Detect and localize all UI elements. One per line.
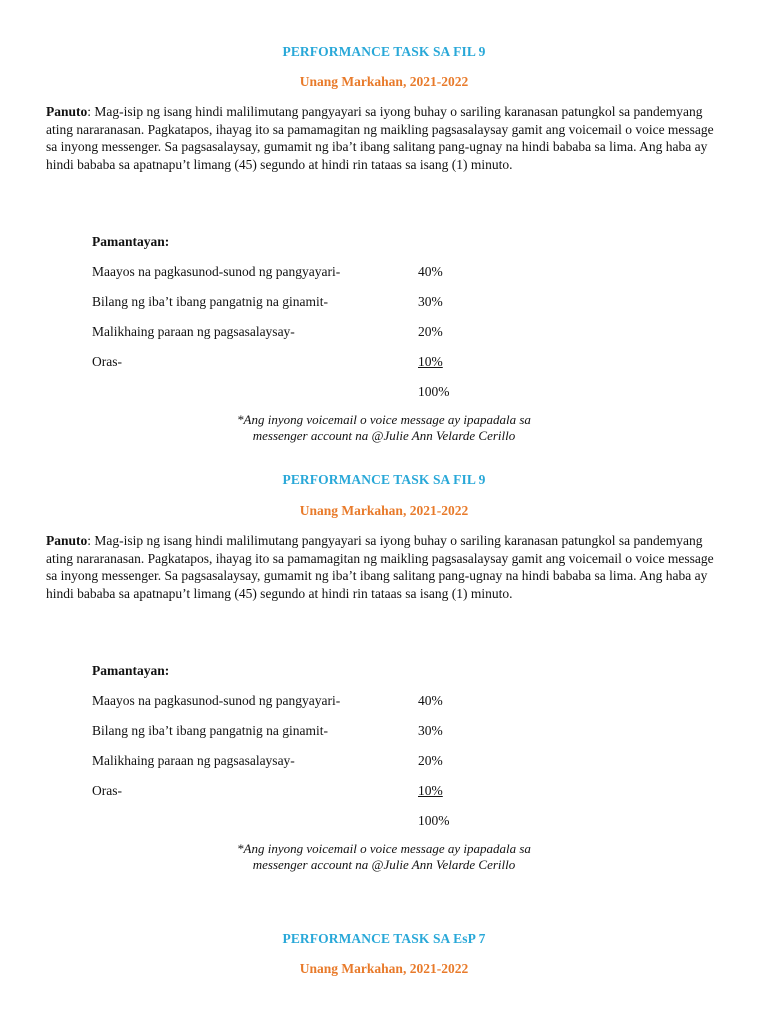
criteria-value: 20% [418, 324, 443, 339]
criteria-row [92, 723, 472, 741]
section-1-instructions [46, 103, 716, 173]
criteria-label: Malikhaing paraan ng pagsasalaysay- [92, 753, 295, 768]
criteria-value: 10% [418, 354, 443, 369]
criteria-label: Oras- [92, 354, 122, 369]
criteria-row [92, 693, 472, 711]
section-1-subtitle: Unang Markahan, 2021-2022 [299, 74, 469, 89]
criteria-value: 10% [418, 783, 443, 798]
section-3-subtitle: Unang Markahan, 2021-2022 [299, 961, 469, 976]
section-3-title: PERFORMANCE TASK SA EsP 7 [282, 931, 486, 946]
criteria-label: Maayos na pagkasunod-sunod ng pangyayari- [92, 693, 341, 708]
criteria-label: Bilang ng iba’t ibang pangatnig na ginamit- [92, 294, 328, 309]
instructions-label: Panuto [46, 533, 88, 548]
section-1-title: PERFORMANCE TASK SA FIL 9 [282, 44, 486, 59]
criteria-row [92, 324, 472, 342]
criteria-label: Maayos na pagkasunod-sunod ng pangyayari- [92, 264, 341, 279]
criteria-value: 20% [418, 753, 443, 768]
criteria-value: 40% [418, 693, 443, 708]
instructions-text: : Mag-isip ng isang hindi malilimutang pangyayari sa iyong buhay o sariling karanasan patungkol sa pandemyang ating nararanasan. Pagkatapos, ihayag ito sa pamamagitan ng maikling pagsasalaysay gamit ang voicemail o voice message sa inyong messenger. Sa pagsasalaysay, gumamit ng iba’t ibang salitang pang-ugnay na hindi bababa sa lima. Ang haba ay hindi bababa sa apatnapu’t limang (45) segundo at hindi rin tataas sa isang (1) minuto. [46, 104, 714, 172]
section-2-subtitle: Unang Markahan, 2021-2022 [299, 503, 469, 518]
criteria-total: 100% [418, 813, 450, 828]
criteria-row [92, 753, 472, 771]
criteria-label: Malikhaing paraan ng pagsasalaysay- [92, 324, 295, 339]
criteria-total-row [92, 384, 472, 402]
criteria-label: Oras- [92, 783, 122, 798]
note-line-1: *Ang inyong voicemail o voice message ay ipapadala sa [237, 841, 531, 856]
note-line-1: *Ang inyong voicemail o voice message ay ipapadala sa [237, 412, 531, 427]
criteria-row [92, 264, 472, 282]
section-2-title: PERFORMANCE TASK SA FIL 9 [282, 472, 486, 487]
criteria-row [92, 354, 472, 372]
criteria-total: 100% [418, 384, 450, 399]
section-1-criteria-heading: Pamantayan: [92, 234, 170, 249]
section-2-instructions [46, 532, 716, 602]
criteria-label: Bilang ng iba’t ibang pangatnig na ginamit- [92, 723, 328, 738]
criteria-total-row [92, 813, 472, 831]
section-2-criteria-heading: Pamantayan: [92, 663, 170, 678]
criteria-value: 30% [418, 723, 443, 738]
section-2-note [184, 841, 584, 873]
note-line-2: messenger account na @Julie Ann Velarde Cerillo [252, 857, 516, 872]
note-line-2: messenger account na @Julie Ann Velarde Cerillo [252, 428, 516, 443]
criteria-value: 30% [418, 294, 443, 309]
instructions-label: Panuto [46, 104, 88, 119]
criteria-value: 40% [418, 264, 443, 279]
criteria-row [92, 783, 472, 801]
section-1-note [184, 412, 584, 444]
instructions-text: : Mag-isip ng isang hindi malilimutang pangyayari sa iyong buhay o sariling karanasan patungkol sa pandemyang ating nararanasan. Pagkatapos, ihayag ito sa pamamagitan ng maikling pagsasalaysay gamit ang voicemail o voice message sa inyong messenger. Sa pagsasalaysay, gumamit ng iba’t ibang salitang pang-ugnay na hindi bababa sa lima. Ang haba ay hindi bababa sa apatnapu’t limang (45) segundo at hindi rin tataas sa isang (1) minuto. [46, 533, 714, 601]
criteria-row [92, 294, 472, 312]
